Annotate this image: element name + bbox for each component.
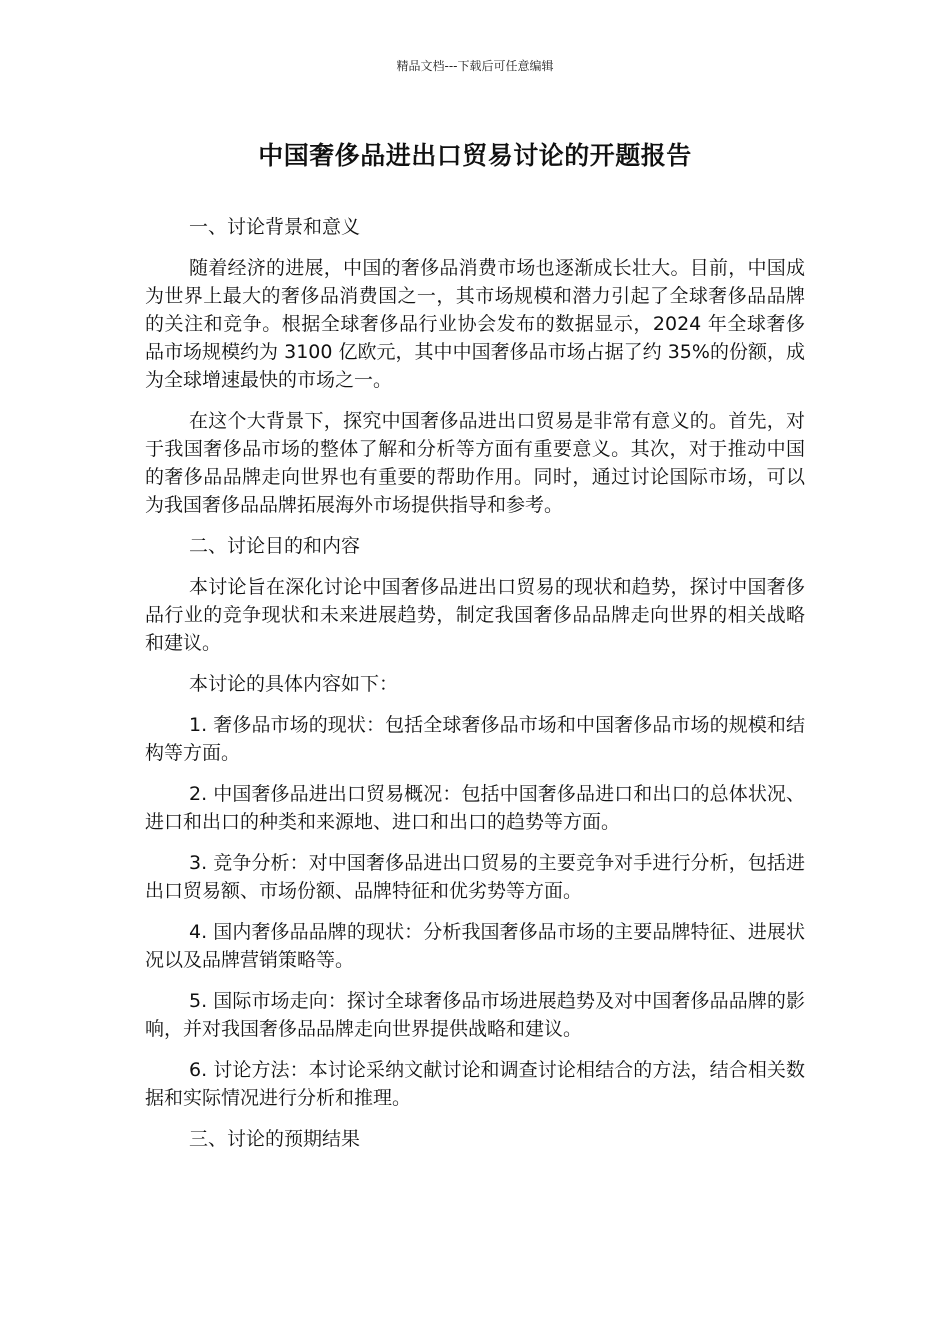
list-item: 2. 中国奢侈品进出口贸易概况：包括中国奢侈品进口和出口的总体状况、进口和出口的种类和来源地、进口和出口的趋势等方面。 <box>145 783 805 833</box>
list-item: 5. 国际市场走向：探讨全球奢侈品市场进展趋势及对中国奢侈品品牌的影响，并对我国奢侈品品牌走向世界提供战略和建议。 <box>145 990 805 1040</box>
section-heading-background: 一、讨论背景和意义 <box>189 216 361 238</box>
header-note: 精品文档---下载后可任意编辑 <box>396 59 554 73</box>
section-heading-expected-results: 三、讨论的预期结果 <box>189 1128 361 1150</box>
paragraph-purpose-2: 本讨论的具体内容如下： <box>189 673 399 695</box>
section-heading-purpose: 二、讨论目的和内容 <box>189 535 361 557</box>
list-item: 1. 奢侈品市场的现状：包括全球奢侈品市场和中国奢侈品市场的规模和结构等方面。 <box>145 714 805 764</box>
paragraph-background-1: 随着经济的进展，中国的奢侈品消费市场也逐渐成长壮大。目前，中国成为世界上最大的奢侈品消费国之一，其市场规模和潜力引起了全球奢侈品品牌的关注和竞争。根据全球奢侈品行业协会发布的数据显示，2024 年全球奢侈品市场规模约为 3100 亿欧元，其中中国奢侈品市场占据了约 35%的份额，成为全球增速最快的市场之一。 <box>145 257 805 391</box>
document-title: 中国奢侈品进出口贸易讨论的开题报告 <box>258 141 692 170</box>
paragraph-purpose-1: 本讨论旨在深化讨论中国奢侈品进出口贸易的现状和趋势，探讨中国奢侈品行业的竞争现状和未来进展趋势，制定我国奢侈品品牌走向世界的相关战略和建议。 <box>145 576 805 654</box>
list-item: 6. 讨论方法：本讨论采纳文献讨论和调查讨论相结合的方法，结合相关数据和实际情况进行分析和推理。 <box>145 1059 805 1109</box>
document-body <box>145 213 805 1166</box>
paragraph-background-2: 在这个大背景下，探究中国奢侈品进出口贸易是非常有意义的。首先，对于我国奢侈品市场的整体了解和分析等方面有重要意义。其次，对于推动中国的奢侈品品牌走向世界也有重要的帮助作用。同时，通过讨论国际市场，可以为我国奢侈品品牌拓展海外市场提供指导和参考。 <box>145 410 805 516</box>
list-item: 3. 竞争分析：对中国奢侈品进出口贸易的主要竞争对手进行分析，包括进出口贸易额、市场份额、品牌特征和优劣势等方面。 <box>145 852 805 902</box>
list-item: 4. 国内奢侈品品牌的现状：分析我国奢侈品市场的主要品牌特征、进展状况以及品牌营销策略等。 <box>145 921 805 971</box>
